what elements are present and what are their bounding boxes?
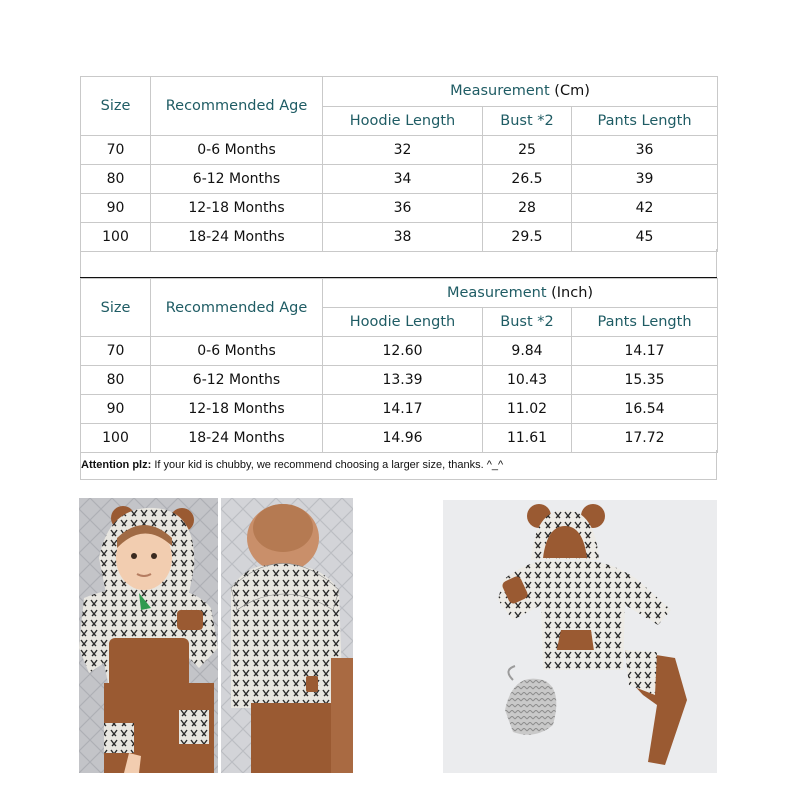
table-row bbox=[81, 194, 718, 223]
age-cell: 18-24 Months bbox=[151, 223, 323, 252]
age-header: Recommended Age bbox=[151, 279, 323, 337]
age-header: Recommended Age bbox=[151, 77, 323, 136]
bust-cell: 11.61 bbox=[483, 424, 572, 453]
age-cell: 0-6 Months bbox=[151, 136, 323, 165]
bust-cell: 11.02 bbox=[483, 395, 572, 424]
pants-cell: 39 bbox=[572, 165, 718, 194]
bust-header: Bust *2 bbox=[483, 308, 572, 337]
product-photo-flatlay bbox=[443, 500, 717, 773]
pants-cell: 42 bbox=[572, 194, 718, 223]
hoodie-cell: 13.39 bbox=[323, 366, 483, 395]
measurement-header: Measurement (Inch) bbox=[323, 279, 718, 308]
hoodie-cell: 14.17 bbox=[323, 395, 483, 424]
size-cell: 80 bbox=[81, 366, 151, 395]
product-photo-baby-back bbox=[221, 498, 353, 773]
size-table-cm bbox=[80, 76, 718, 252]
attention-label: Attention plz: bbox=[81, 459, 152, 471]
pants-cell: 17.72 bbox=[572, 424, 718, 453]
size-cell: 70 bbox=[81, 136, 151, 165]
size-cell: 90 bbox=[81, 194, 151, 223]
pants-length-header: Pants Length bbox=[572, 106, 718, 136]
hoodie-length-header: Hoodie Length bbox=[323, 308, 483, 337]
bust-header: Bust *2 bbox=[483, 106, 572, 136]
age-cell: 0-6 Months bbox=[151, 337, 323, 366]
size-header: Size bbox=[81, 279, 151, 337]
bust-cell: 29.5 bbox=[483, 223, 572, 252]
table-row bbox=[81, 223, 718, 252]
bust-cell: 26.5 bbox=[483, 165, 572, 194]
size-cell: 100 bbox=[81, 223, 151, 252]
size-cell: 90 bbox=[81, 395, 151, 424]
size-cell: 100 bbox=[81, 424, 151, 453]
hoodie-cell: 34 bbox=[323, 165, 483, 194]
size-cell: 80 bbox=[81, 165, 151, 194]
attention-note bbox=[80, 450, 717, 480]
hoodie-length-header: Hoodie Length bbox=[323, 106, 483, 136]
hoodie-cell: 32 bbox=[323, 136, 483, 165]
table-row bbox=[81, 395, 718, 424]
hoodie-cell: 14.96 bbox=[323, 424, 483, 453]
table-row bbox=[81, 424, 718, 453]
bust-cell: 25 bbox=[483, 136, 572, 165]
table-row bbox=[81, 337, 718, 366]
bust-cell: 10.43 bbox=[483, 366, 572, 395]
hoodie-cell: 12.60 bbox=[323, 337, 483, 366]
age-cell: 12-18 Months bbox=[151, 194, 323, 223]
pants-length-header: Pants Length bbox=[572, 308, 718, 337]
pants-cell: 14.17 bbox=[572, 337, 718, 366]
table-row bbox=[81, 366, 718, 395]
age-cell: 12-18 Months bbox=[151, 395, 323, 424]
attention-text: If your kid is chubby, we recommend choosing a larger size, thanks. ^_^ bbox=[151, 459, 504, 471]
hoodie-cell: 38 bbox=[323, 223, 483, 252]
measurement-header: Measurement (Cm) bbox=[323, 77, 718, 107]
pants-cell: 16.54 bbox=[572, 395, 718, 424]
pants-cell: 15.35 bbox=[572, 366, 718, 395]
size-table-inch bbox=[80, 278, 718, 453]
table-spacer bbox=[80, 249, 717, 278]
age-cell: 18-24 Months bbox=[151, 424, 323, 453]
pants-cell: 45 bbox=[572, 223, 718, 252]
age-cell: 6-12 Months bbox=[151, 165, 323, 194]
bust-cell: 28 bbox=[483, 194, 572, 223]
hoodie-cell: 36 bbox=[323, 194, 483, 223]
size-header: Size bbox=[81, 77, 151, 136]
product-photo-baby-front bbox=[79, 498, 218, 773]
age-cell: 6-12 Months bbox=[151, 366, 323, 395]
pants-cell: 36 bbox=[572, 136, 718, 165]
table-row bbox=[81, 136, 718, 165]
bust-cell: 9.84 bbox=[483, 337, 572, 366]
size-cell: 70 bbox=[81, 337, 151, 366]
table-row bbox=[81, 165, 718, 194]
